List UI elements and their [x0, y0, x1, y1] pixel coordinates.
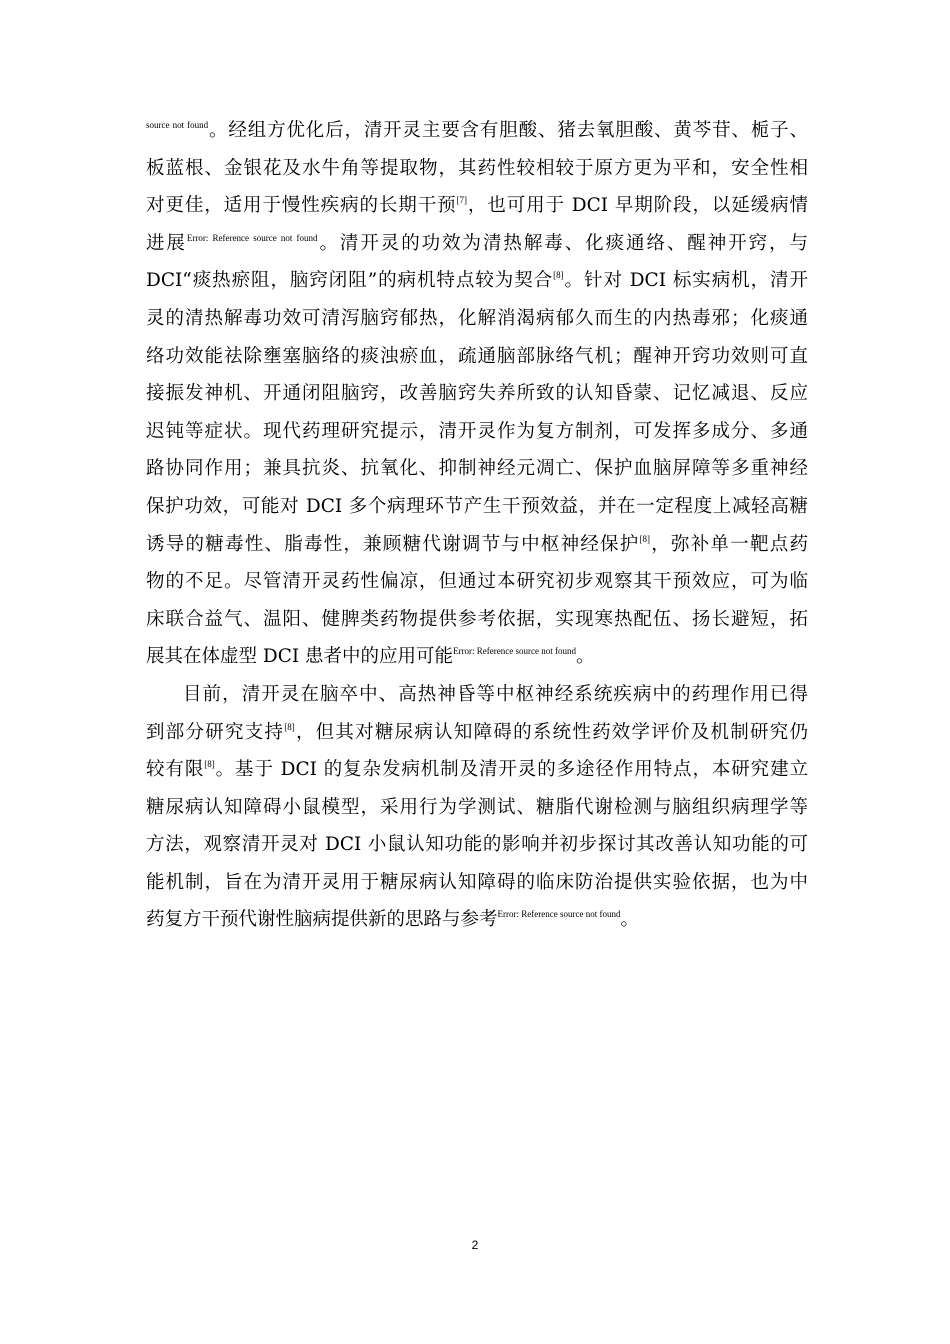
text-line [146, 450, 808, 488]
text-run: 方法，观察清开灵对 DCI 小鼠认知功能的影响并初步探讨其改善认知功能的可 [146, 834, 808, 856]
text-run: 展其在体虚型 DCI 患者中的应用可能 [146, 646, 454, 668]
citation-superscript: [8] [639, 533, 651, 544]
text-run: 进展 [146, 232, 187, 254]
text-line [146, 150, 808, 188]
text-line [146, 300, 808, 338]
text-line [146, 901, 808, 939]
text-line [146, 563, 808, 601]
text-run: 路协同作用；兼具抗炎、抗氧化、抑制神经元凋亡、保护血脑屏障等多重神经 [146, 458, 808, 480]
text-run: 接振发神机、开通闭阻脑窍，改善脑窍失养所致的认知昏蒙、记忆减退、反应 [146, 383, 808, 405]
body-text [146, 112, 808, 939]
text-run: 到部分研究支持 [146, 721, 285, 743]
citation-superscript: Error: Reference source not found [497, 909, 621, 920]
text-line [146, 826, 808, 864]
text-line [146, 676, 808, 714]
text-line [146, 751, 808, 789]
text-run: 。针对 DCI 标实病机，清开 [563, 270, 808, 292]
text-run: ，但其对糖尿病认知障碍的系统性药效学评价及机制研究仍 [294, 721, 808, 743]
text-run: 诱导的糖毒性、脂毒性，兼顾糖代谢调节与中枢神经保护 [146, 533, 640, 555]
text-run: 床联合益气、温阳、健脾类药物提供参考依据，实现寒热配伍、扬长避短，拓 [146, 608, 808, 630]
text-run: 板蓝根、金银花及水牛角等提取物，其药性较相较于原方更为平和，安全性相 [146, 157, 808, 179]
text-run: 物的不足。尽管清开灵药性偏凉，但通过本研究初步观察其干预效应，可为临 [146, 571, 808, 593]
text-run: ，也可用于 DCI 早期阶段，以延缓病情 [467, 195, 808, 217]
text-run: 络功效能祛除壅塞脑络的痰浊瘀血，疏通脑部脉络气机；醒神开窍功效则可直 [146, 345, 808, 367]
text-run: 。 [576, 646, 595, 668]
text-run: 。清开灵的功效为清热解毒、化痰通络、醒神开窍，与 [317, 232, 808, 254]
text-run: 药复方干预代谢性脑病提供新的思路与参考 [146, 909, 498, 931]
citation-superscript: [7] [456, 195, 468, 206]
text-run: 对更佳，适用于慢性疾病的长期干预 [146, 195, 457, 217]
text-run: 迟钝等症状。现代药理研究提示，清开灵作为复方制剂，可发挥多成分、多通 [146, 420, 808, 442]
text-line [146, 112, 808, 150]
text-line [146, 262, 808, 300]
paragraph [146, 676, 808, 939]
citation-superscript: [8] [284, 721, 295, 732]
text-line [146, 225, 808, 263]
text-run: 目前，清开灵在脑卒中、高热神昏等中枢神经系统疾病中的药理作用已得 [183, 683, 808, 705]
text-run: 较有限 [146, 759, 205, 781]
text-run: ，弥补单一靶点药 [650, 533, 808, 555]
citation-superscript: source not found [146, 119, 209, 130]
text-line [146, 601, 808, 639]
text-run: 。基于 DCI 的复杂发病机制及清开灵的多途径作用特点，本研究建立 [214, 759, 808, 781]
citation-superscript: Error: Reference source not found [453, 646, 577, 657]
text-line [146, 187, 808, 225]
text-line [146, 338, 808, 376]
text-run: 保护功效，可能对 DCI 多个病理环节产生干预效益，并在一定程度上减轻高糖 [146, 495, 808, 517]
text-line [146, 488, 808, 526]
text-run: 。经组方优化后，清开灵主要含有胆酸、猪去氧胆酸、黄芩苷、栀子、 [208, 120, 808, 141]
text-run: 能机制，旨在为清开灵用于糖尿病认知障碍的临床防治提供实验依据，也为中 [146, 871, 808, 893]
paragraph [146, 112, 808, 676]
text-line [146, 714, 808, 752]
text-run: 糖尿病认知障碍小鼠模型，采用行为学测试、糖脂代谢检测与脑组织病理学等 [146, 796, 808, 818]
text-line [146, 789, 808, 827]
text-line [146, 638, 808, 676]
text-line [146, 375, 808, 413]
text-run: 灵的清热解毒功效可清泻脑窍郁热，化解消渴病郁久而生的内热毒邪；化痰通 [146, 307, 808, 329]
text-run: 。 [620, 909, 639, 931]
page-number: 2 [471, 1238, 479, 1252]
citation-superscript: Error: Reference source not found [186, 232, 318, 243]
citation-superscript: [8] [204, 759, 215, 769]
text-line [146, 864, 808, 902]
citation-superscript: [8] [553, 270, 564, 281]
text-line [146, 526, 808, 564]
text-run: DCI“痰热瘀阻，脑窍闭阻”的病机特点较为契合 [146, 270, 554, 292]
text-line [146, 413, 808, 451]
